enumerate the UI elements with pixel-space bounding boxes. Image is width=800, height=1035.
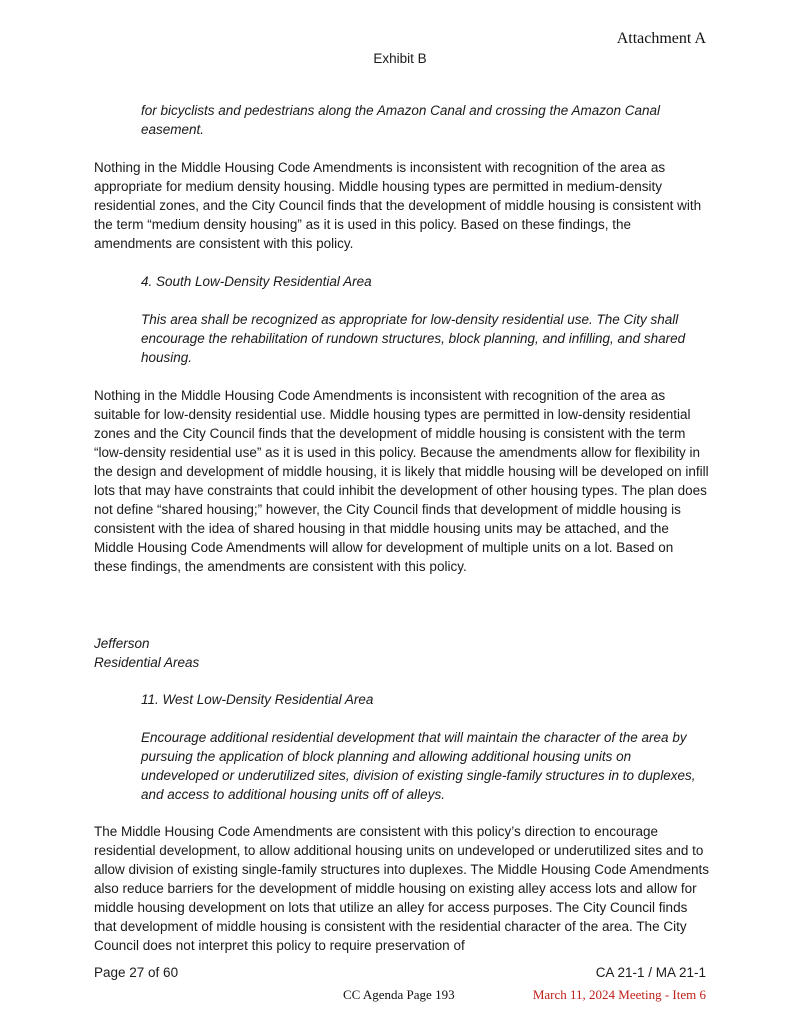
section-heading-line-2: Residential Areas bbox=[94, 655, 200, 670]
case-number: CA 21-1 / MA 21-1 bbox=[595, 965, 706, 980]
section-heading-jefferson bbox=[94, 634, 710, 672]
policy-continuation: for bicyclists and pedestrians along the Amazon Canal and crossing the Amazon Canal easement. bbox=[141, 103, 661, 137]
policy-text-south-low-density: This area shall be recognized as appropriate for low-density residential use. The City shall encourage the rehabilitation of rundown structures, block planning, and infilling, and shared housing. bbox=[141, 312, 686, 365]
exhibit-label: Exhibit B bbox=[373, 51, 427, 66]
attachment-label: Attachment A bbox=[616, 30, 706, 47]
policy-text-west-low-density: Encourage additional residential development that will maintain the character of the area by pursuing the application of block planning and allowing additional housing units on undeveloped or underutilized sites, division of existing single-family structures in to duplexes, and access to additional housing units off of alleys. bbox=[141, 730, 696, 802]
policy-heading-west-low-density: 11. West Low-Density Residential Area bbox=[141, 692, 374, 707]
finding-paragraph-low-density: Nothing in the Middle Housing Code Amendments is inconsistent with recognition of the area as suitable for low-density residential use. Middle housing types are permitted in low-density residential zones and the City Council finds that the development of middle housing is consistent with the term “low-density residential use” as it is used in this policy. Because the amendments allow for flexibility in the design and development of middle housing, it is likely that middle housing will be developed on infill lots that may have constraints that could inhibit the development of other housing types. The plan does not define “shared housing;” however, the City Council finds that development of middle housing is consistent with the idea of shared housing in that middle housing units may be attached, and the Middle Housing Code Amendments will allow for development of multiple units on a lot. Based on these findings, the amendments are consistent with this policy. bbox=[94, 388, 709, 574]
agenda-page: CC Agenda Page 193 bbox=[343, 987, 455, 1002]
finding-paragraph-west-low-density: The Middle Housing Code Amendments are consistent with this policy’s direction to encourage residential development, to allow additional housing units on undeveloped or underutilized sites and to allow division of existing single-family structures into duplexes. The Middle Housing Code Amendments also reduce barriers for the development of middle housing on existing alley access lots and allow for middle housing development on lots that utilize an alley for access purposes. The City Council finds that development of middle housing is consistent with the residential character of the area. The City Council does not interpret this policy to require preservation of bbox=[94, 824, 710, 953]
finding-paragraph-medium-density: Nothing in the Middle Housing Code Amendments is inconsistent with recognition of the area as appropriate for medium density housing. Middle housing types are permitted in medium-density residential zones, and the City Council finds that the development of middle housing is consistent with the term “medium density housing” as it is used in this policy. Based on these findings, the amendments are consistent with this policy. bbox=[94, 160, 702, 251]
page-number: Page 27 of 60 bbox=[94, 965, 179, 980]
policy-heading-south-low-density: 4. South Low-Density Residential Area bbox=[141, 274, 372, 289]
meeting-label: March 11, 2024 Meeting - Item 6 bbox=[532, 987, 706, 1002]
section-heading-line-1: Jefferson bbox=[94, 636, 150, 651]
